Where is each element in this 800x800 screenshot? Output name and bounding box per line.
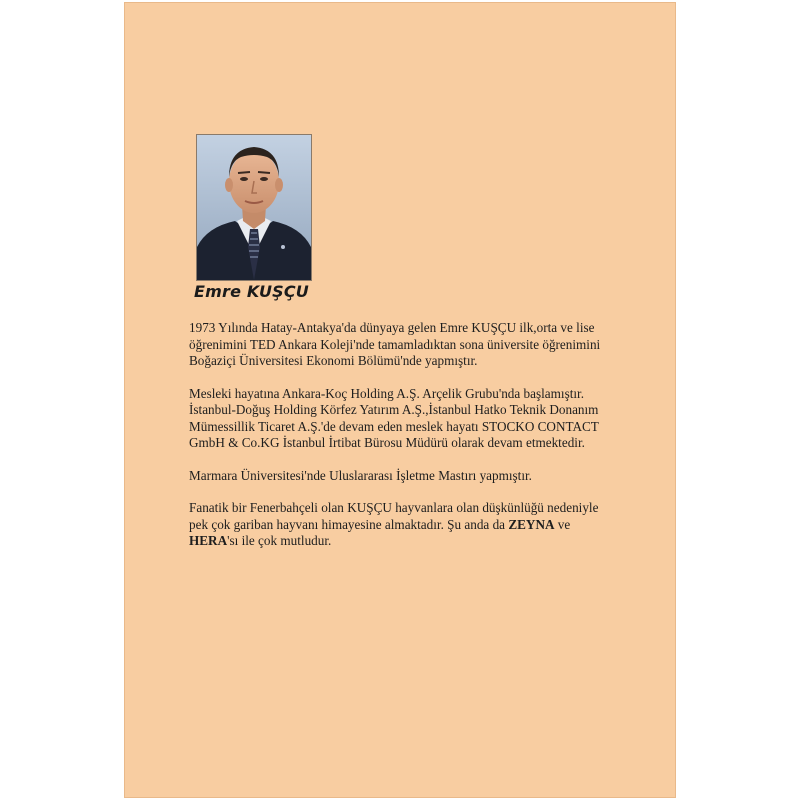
bio-line: Marmara Üniversitesi'nde Uluslararası İşletme Mastırı yapmıştır. (189, 467, 532, 483)
bio-line: Mümessillik Ticaret A.Ş.'de devam eden meslek hayatı STOCKO CONTACT (189, 418, 599, 434)
bio-text: ve (554, 516, 571, 532)
bio-line (189, 517, 659, 534)
book-back-cover (124, 2, 676, 798)
bio-line: Fanatik bir Fenerbahçeli olan KUŞÇU hayvanlara olan düşkünlüğü nedeniyle (189, 500, 599, 515)
author-photo (196, 134, 312, 281)
bio-line: GmbH & Co.KG İstanbul İrtibat Bürosu Müdürü olarak devam etmektedir. (189, 435, 585, 450)
bio-paragraph-4 (189, 500, 659, 550)
bio-line: İstanbul-Doğuş Holding Körfez Yatırım A.Ş.,İstanbul Hatko Teknik Donanım (189, 402, 599, 417)
pet-name-hera: HERA (189, 533, 228, 548)
bio-line (189, 533, 659, 550)
bio-line: 1973 Yılında Hatay-Antakya'da dünyaya gelen Emre KUŞÇU ilk,orta ve lise (189, 320, 595, 335)
bio-text: 'sı ile çok mutludur. (227, 533, 332, 548)
bio-line: Boğaziçi Üniversitesi Ekonomi Bölümü'nde yapmıştır. (189, 353, 478, 368)
bio-paragraph-3 (189, 468, 659, 485)
pet-name-zeyna: ZEYNA (508, 516, 555, 532)
author-biography (189, 320, 659, 566)
bio-line: öğrenimini TED Ankara Koleji'nde tamamladıktan sona üniversite öğrenimini (189, 336, 601, 352)
author-portrait-image (197, 135, 311, 280)
bio-paragraph-1 (189, 320, 659, 370)
bio-line: Mesleki hayatına Ankara-Koç Holding A.Ş. Arçelik Grubu'nda başlamıştır. (189, 385, 584, 401)
author-name: Emre KUŞÇU (194, 282, 309, 301)
bio-text: pek çok gariban hayvanı himayesine almaktadır. Şu anda da (189, 516, 509, 532)
bio-paragraph-2 (189, 386, 659, 452)
